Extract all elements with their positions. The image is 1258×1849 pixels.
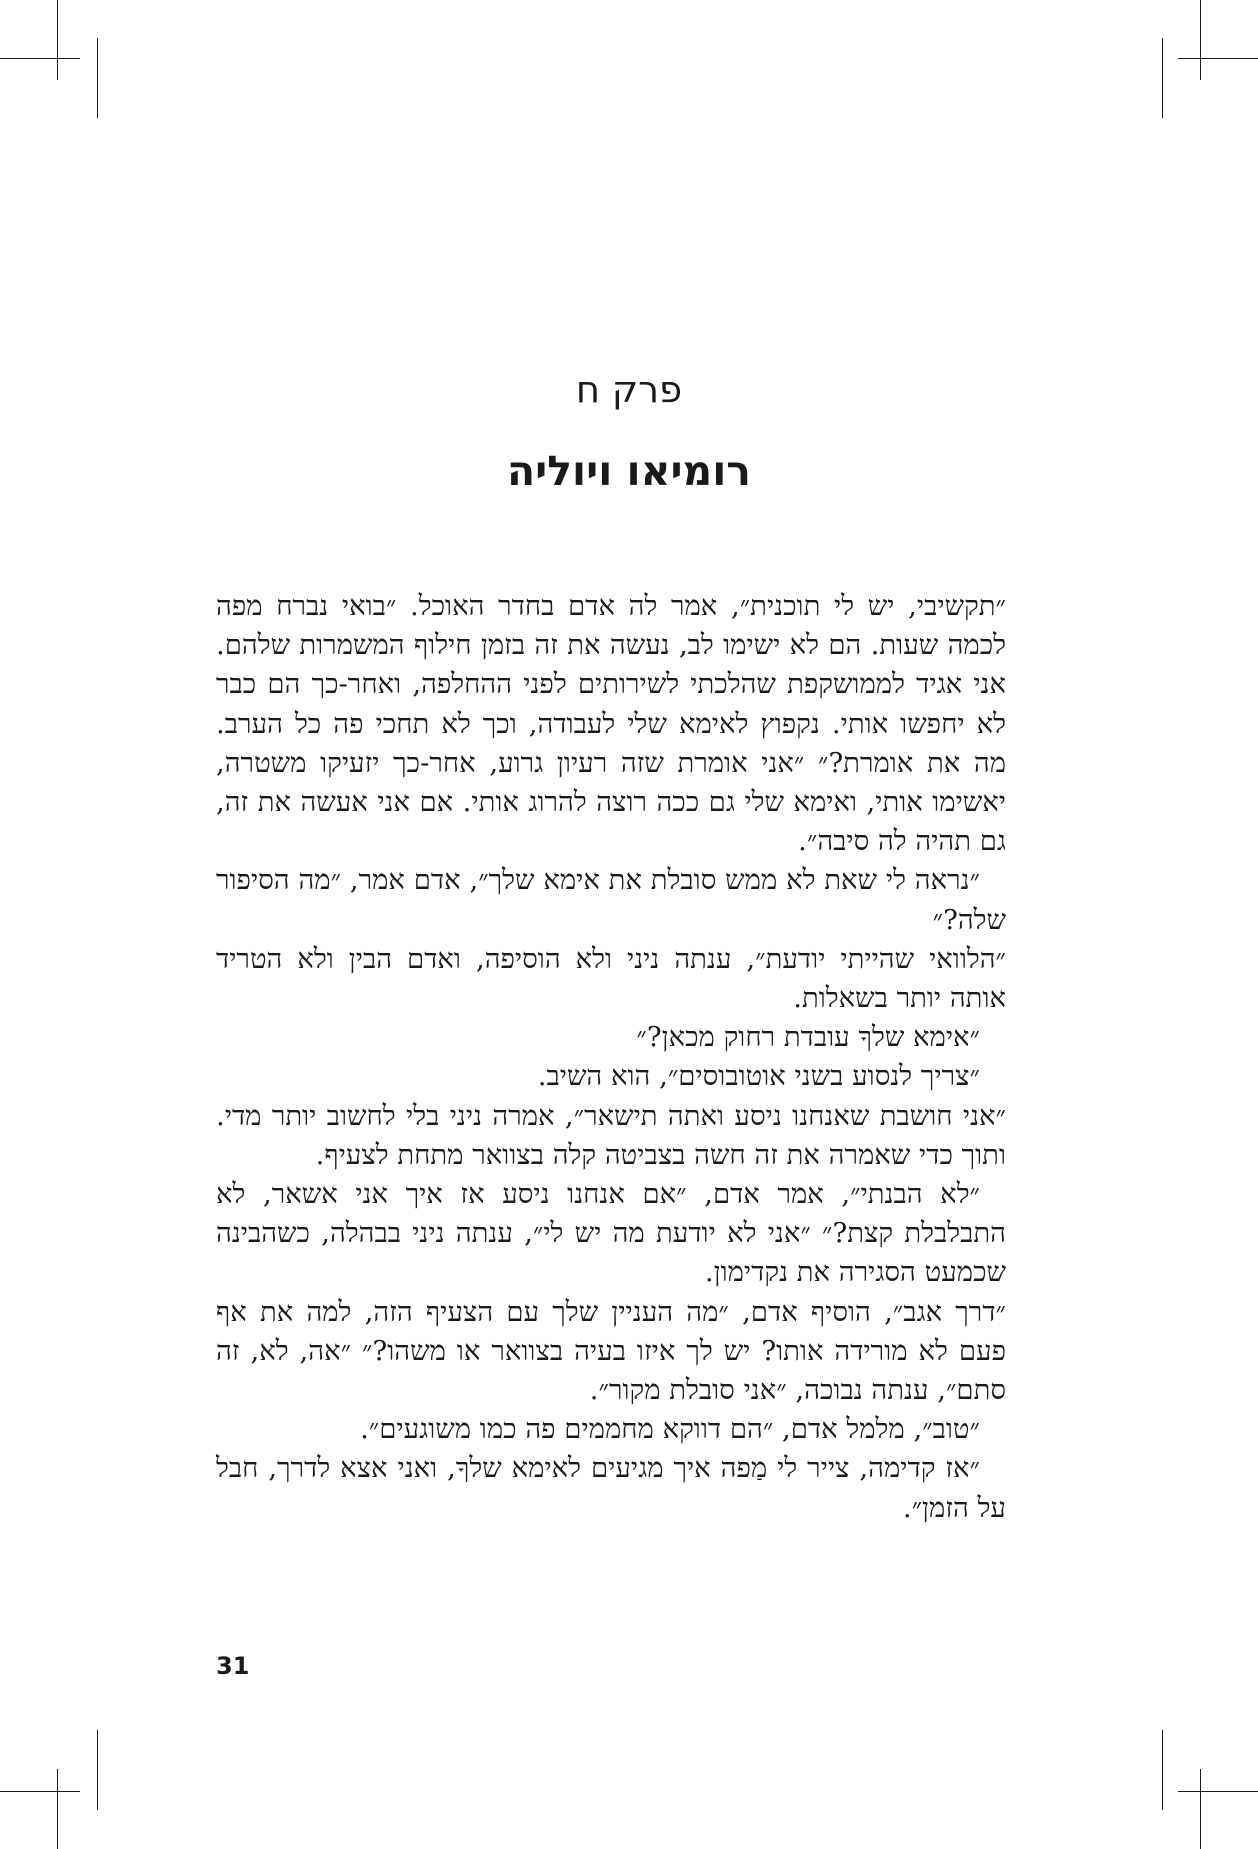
body-text [216, 587, 1006, 1528]
paragraph: ״אימא שלךָ עובדת רחוק מכאן?״ [636, 1021, 980, 1054]
crop-mark [57, 1769, 58, 1849]
paragraph: ״לא הבנתי״, אמר אדם, ״אם אנחנו ניסע אז איך אני אשאר, לא התבלבלת קצת?״ ״אני לא יודעת מה יש לי״, ענתה ניני בבהלה, כשהבינה שכמעט הסגירה את נקדימון. [216, 1178, 1006, 1289]
crop-mark [97, 1730, 98, 1810]
page-number: 31 [216, 1652, 250, 1680]
crop-mark [97, 38, 98, 118]
crop-mark [1162, 38, 1163, 118]
crop-mark [1178, 1791, 1258, 1792]
chapter-title: רומיאו ויוליה [507, 447, 751, 495]
crop-mark [0, 58, 80, 59]
paragraph: ״הלוואי שהייתי יודעת״, ענתה ניני ולא הוסיפה, ואדם הבין ולא הטריד אותה יותר בשאלות. [216, 942, 1006, 1015]
chapter-label: פרק ח [575, 368, 683, 411]
paragraph: ״אז קדימה, צייר לי מַפה איך מגיעים לאימא שלךָ, ואני אצא לדרך, חבל על הזמן״. [216, 1452, 1006, 1524]
paragraph: ״צריך לנסוע בשני אוטובוסים״, הוא השיב. [537, 1060, 980, 1093]
paragraph: ״דרך אגב״, הוסיף אדם, ״מה העניין שלך עם הצעיף הזה, למה את אף פעם לא מורידה אותו? יש לך איזו בעיה בצוואר או משהו?״ ״אה, לא, זה סתם״, ענתה נבוכה, ״אני סובלת מקור״. [216, 1295, 1006, 1407]
crop-mark [57, 0, 58, 80]
crop-mark [1162, 1730, 1163, 1810]
crop-mark [1200, 0, 1201, 80]
crop-mark [1178, 58, 1258, 59]
paragraph: ״אני חושבת שאנחנו ניסע ואתה תישאר״, אמרה ניני בלי לחשוב יותר מדי. ותוך כדי שאמרה את זה חשה בצביטה קלה בצוואר מתחת לצעיף. [216, 1099, 1006, 1171]
paragraph: ״תקשיבי, יש לי תוכנית״, אמר לה אדם בחדר האוכל. ״בואי נברח מפה לכמה שעות. הם לא ישימו לב, נעשה את זה בזמן חילוף המשמרות שלהם. אני אגיד לממושקפת שהלכתי לשירותים לפני ההחלפה, ואחר-כך הם כבר לא יחפשו אותי. נקפוץ לאימא שלי לעבודה, וכך לא תחכי פה כל הערב. מה את אומרת?״ ״אני אומרת שזה רעיון גרוע, אחר-כך יזעיקו משטרה, יאשימו אותי, ואימא שלי גם ככה רוצה להרוג אותי. אם אני אעשה את זה, גם תהיה לה סיבה״. [216, 590, 1006, 858]
crop-mark [1200, 1769, 1201, 1849]
crop-mark [0, 1791, 80, 1792]
paragraph: ״טוב״, מלמל אדם, ״הם דווקא מחממים פה כמו משוגעים״. [360, 1413, 980, 1446]
paragraph: ״נראה לי שאת לא ממש סובלת את אימא שלך״, אדם אמר, ״מה הסיפור שלה?״ [216, 864, 1006, 936]
